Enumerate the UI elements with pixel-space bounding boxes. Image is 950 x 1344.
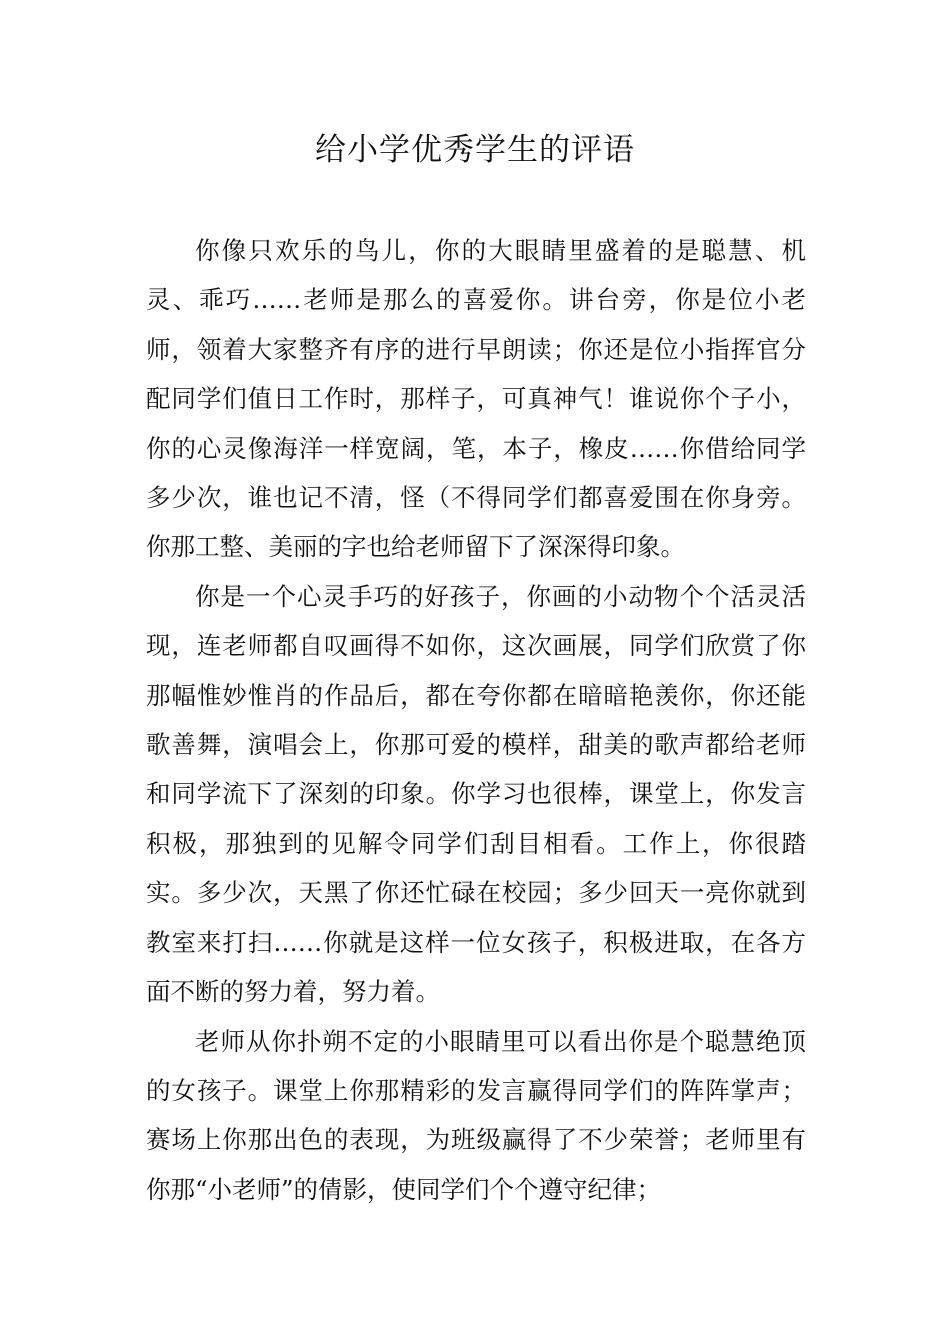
paragraph-1: 你像只欢乐的鸟儿，你的大眼睛里盛着的是聪慧、机灵、乖巧……老师是那么的喜爱你。讲台旁，你是位小老师，领着大家整齐有序的进行早朗读；你还是位小指挥官分配同学们值日工作时，那样子，可真神气！谁说你个子小，你的心灵像海洋一样宽阔，笔，本子，橡皮……你借给同学多少次，谁也记不清，怪（不得同学们都喜爱围在你身旁。你那工整、美丽的字也给老师留下了深深得印象。 xyxy=(146,236,806,562)
paragraph-2: 你是一个心灵手巧的好孩子，你画的小动物个个活灵活现，连老师都自叹画得不如你，这次画展，同学们欣赏了你那幅惟妙惟肖的作品后，都在夸你都在暗暗艳羡你，你还能歌善舞，演唱会上，你那可爱的模样，甜美的歌声都给老师和同学流下了深刻的印象。你学习也很棒，课堂上，你发言积极，那独到的见解令同学们刮目相看。工作上，你很踏实。多少次，天黑了你还忙碌在校园；多少回天一亮你就到教室来打扫……你就是这样一位女孩子，积极进取，在各方面不断的努力着，努力着。 xyxy=(146,581,806,1007)
document-title: 给小学优秀学生的评语 xyxy=(315,132,635,168)
document-body xyxy=(146,226,806,1214)
paragraph-3: 老师从你扑朔不定的小眼睛里可以看出你是个聪慧绝顶的女孩子。课堂上你那精彩的发言赢得同学们的阵阵掌声；赛场上你那出色的表现，为班级赢得了不少荣誉；老师里有你那“小老师”的倩影，使同学们个个遵守纪律； xyxy=(146,1026,806,1204)
